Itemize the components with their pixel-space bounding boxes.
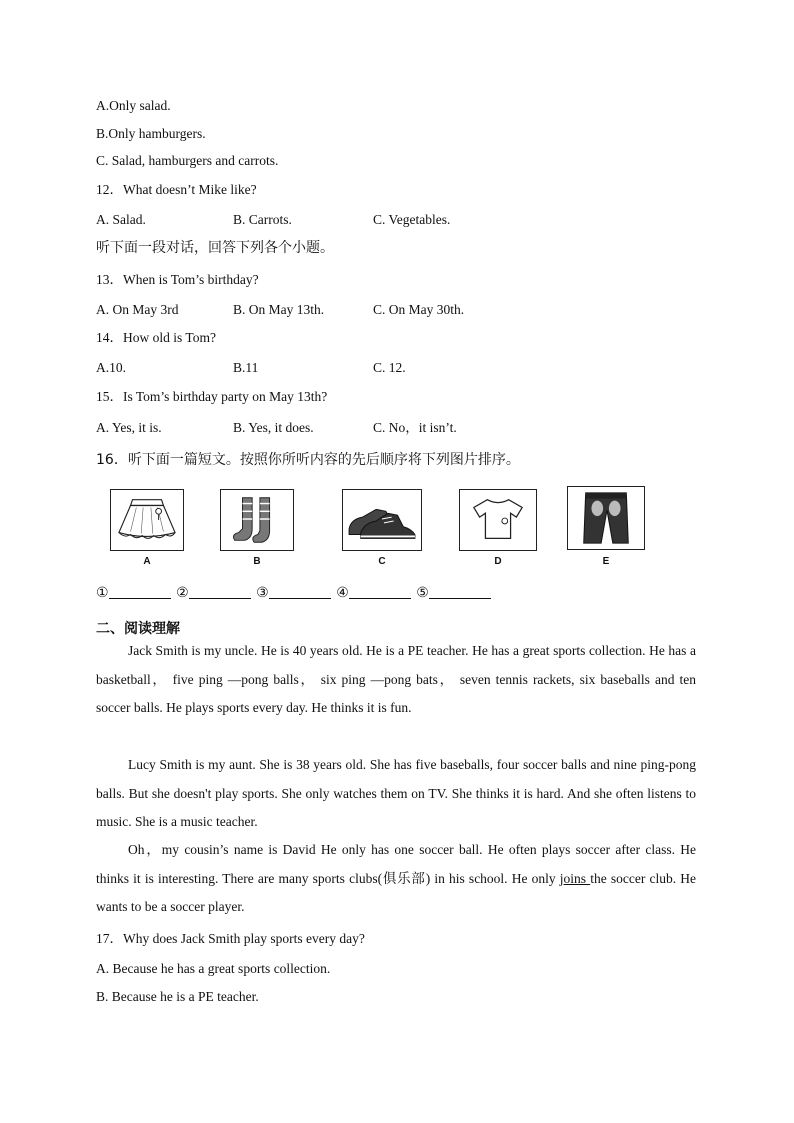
picture-c xyxy=(342,489,422,551)
picture-label: C xyxy=(378,556,386,567)
q13-question: 13．When is Tom’s birthday? xyxy=(96,272,259,287)
picture-b xyxy=(220,489,294,551)
q17-option-b: B. Because he is a PE teacher. xyxy=(96,989,259,1004)
q14-option-c: C. 12. xyxy=(373,360,406,375)
q12-option-b: B. Carrots. xyxy=(233,212,292,227)
passage-paragraph-2 xyxy=(96,751,696,837)
blank-number: ④ xyxy=(336,586,349,601)
q15-option-b: B. Yes, it does. xyxy=(233,420,314,435)
picture-e xyxy=(567,486,645,550)
tshirt-icon xyxy=(460,490,536,550)
passage-paragraph-3 xyxy=(96,836,696,922)
q17-option-a: A. Because he has a great sports collection. xyxy=(96,961,331,976)
picture-a xyxy=(110,489,184,551)
q15-option-a: A. Yes, it is. xyxy=(96,420,162,435)
answer-blank[interactable] xyxy=(189,584,251,599)
answer-blanks xyxy=(96,584,493,602)
q11-option-c: C. Salad, hamburgers and carrots. xyxy=(96,153,279,168)
picture-label: A xyxy=(143,556,151,567)
answer-blank[interactable] xyxy=(269,584,331,599)
answer-blank[interactable] xyxy=(349,584,411,599)
answer-blank[interactable] xyxy=(429,584,491,599)
q15-option-c: C. No，it isn’t. xyxy=(373,420,457,435)
dialogue-instruction: 听下面一段对话，回答下列各个小题。 xyxy=(96,240,334,256)
q14-option-b: B.11 xyxy=(233,360,259,375)
sneakers-icon xyxy=(343,490,421,550)
q14-option-a: A.10. xyxy=(96,360,126,375)
passage-paragraph-1 xyxy=(96,637,696,723)
socks-icon xyxy=(221,490,293,550)
q17-question: 17．Why does Jack Smith play sports every day? xyxy=(96,931,365,946)
paragraph-text: Jack Smith is my uncle. He is 40 years old. He is a PE teacher. He has a great sports collection. He has a basketball， five ping —pong balls， six ping —pong bats， seven tennis rackets, six baseballs and ten soccer balls. He plays sports every day. He thinks it is fun. xyxy=(96,643,696,715)
q12-question: 12．What doesn’t Mike like? xyxy=(96,182,257,197)
blank-number: ② xyxy=(176,586,189,601)
underlined-word: joins xyxy=(559,870,591,886)
paragraph-text: the soccer club. He wants to be a soccer player. xyxy=(96,870,697,914)
q15-question: 15．Is Tom’s birthday party on May 13th? xyxy=(96,389,328,404)
paragraph-text: Lucy Smith is my aunt. She is 38 years old. She has five baseballs, four soccer balls and nine ping-pong balls. But she doesn't play sports. She only watches them on TV. She thinks it is hard. And she often listens to music. She is a music teacher. xyxy=(96,757,696,829)
picture-label: B xyxy=(253,556,261,567)
q12-option-c: C. Vegetables. xyxy=(373,212,451,227)
blank-number: ③ xyxy=(256,586,269,601)
q13-option-a: A. On May 3rd xyxy=(96,302,179,317)
q12-option-a: A. Salad. xyxy=(96,212,146,227)
pants-icon xyxy=(568,487,644,549)
answer-blank[interactable] xyxy=(109,584,171,599)
skirt-icon xyxy=(111,490,183,550)
q13-option-c: C. On May 30th. xyxy=(373,302,465,317)
blank-number: ① xyxy=(96,586,109,601)
q14-question: 14．How old is Tom? xyxy=(96,330,216,345)
paragraph-text: Oh，my cousin’s name is David He only has one soccer ball. He often plays soccer after class. He thinks it is interesting. There are many sports clubs(俱乐部) in his school. He only xyxy=(96,842,696,886)
q11-option-b: B.Only hamburgers. xyxy=(96,126,206,141)
blank-number: ⑤ xyxy=(416,586,429,601)
picture-d xyxy=(459,489,537,551)
q13-option-b: B. On May 13th. xyxy=(233,302,325,317)
q11-option-a: A.Only salad. xyxy=(96,98,171,113)
picture-label: E xyxy=(602,556,610,567)
section-heading: 二、阅读理解 xyxy=(96,621,180,637)
picture-label: D xyxy=(494,556,502,567)
q16-question: 16．听下面一篇短文。按照你所听内容的先后顺序将下列图片排序。 xyxy=(96,452,520,468)
